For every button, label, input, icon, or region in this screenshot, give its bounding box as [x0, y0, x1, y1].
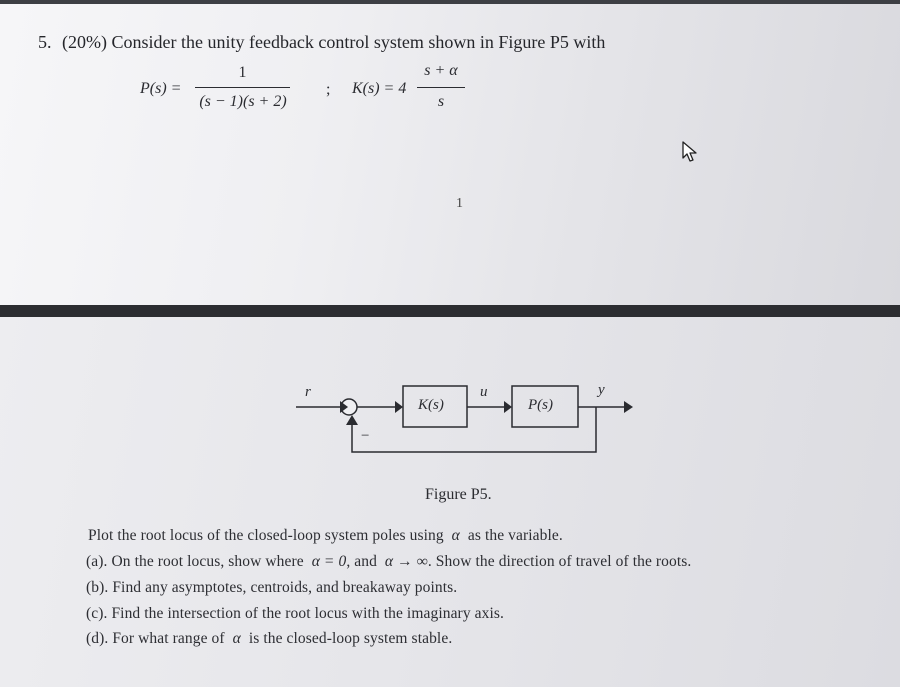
plant-arrowhead — [504, 401, 512, 413]
task-a-alpha-zero: α = 0 — [311, 553, 347, 570]
task-b: (b). Find any asymptotes, centroids, and breakaway points. — [86, 579, 458, 596]
plant-numerator: 1 — [238, 64, 247, 81]
task-a-text-1: (a). On the root locus, show where — [86, 553, 304, 570]
output-arrowhead — [624, 401, 633, 413]
task-intro-text-a: Plot the root locus of the closed-loop system poles using — [88, 527, 444, 544]
task-d-text-3: is the closed-loop system stable. — [248, 630, 453, 647]
feedback-sign: − — [361, 428, 370, 444]
plant-equation-lhs: P(s) = — [140, 80, 182, 97]
figure-caption: Figure P5. — [425, 486, 492, 503]
task-intro-text-b: as the variable. — [467, 527, 563, 544]
input-label: r — [305, 384, 311, 400]
task-d-variable: α — [232, 630, 241, 647]
task-a — [86, 553, 691, 571]
problem-number: 5. — [38, 32, 52, 52]
plant-block-label: P(s) — [528, 397, 553, 413]
task-a-text-5: . Show the direction of travel of the roots. — [427, 553, 692, 570]
controller-numerator: s + α — [424, 62, 458, 79]
controller-denominator: s — [437, 93, 445, 110]
output-label: y — [598, 382, 605, 398]
feedback-path — [352, 407, 596, 452]
controller-equation-lhs: K(s) = 4 — [352, 80, 407, 97]
equation-separator: ; — [326, 81, 331, 98]
task-d-text-1: (d). For what range of — [86, 630, 225, 647]
task-a-alpha-infinity: α → ∞ — [384, 553, 428, 570]
feedback-arrowhead — [346, 415, 358, 425]
problem-text: (20%) Consider the unity feedback control system shown in Figure P5 with — [62, 32, 606, 52]
task-a-text-3: , and — [346, 553, 377, 570]
controller-arrowhead — [395, 401, 403, 413]
plant-denominator: (s − 1)(s + 2) — [199, 93, 287, 110]
task-c: (c). Find the intersection of the root locus with the imaginary axis. — [86, 605, 504, 622]
task-intro-variable: α — [451, 527, 460, 544]
task-d — [86, 630, 452, 648]
controller-block-label: K(s) — [418, 397, 444, 413]
control-signal-label: u — [480, 384, 488, 400]
task-intro — [88, 527, 563, 545]
page-number: 1 — [456, 196, 463, 211]
